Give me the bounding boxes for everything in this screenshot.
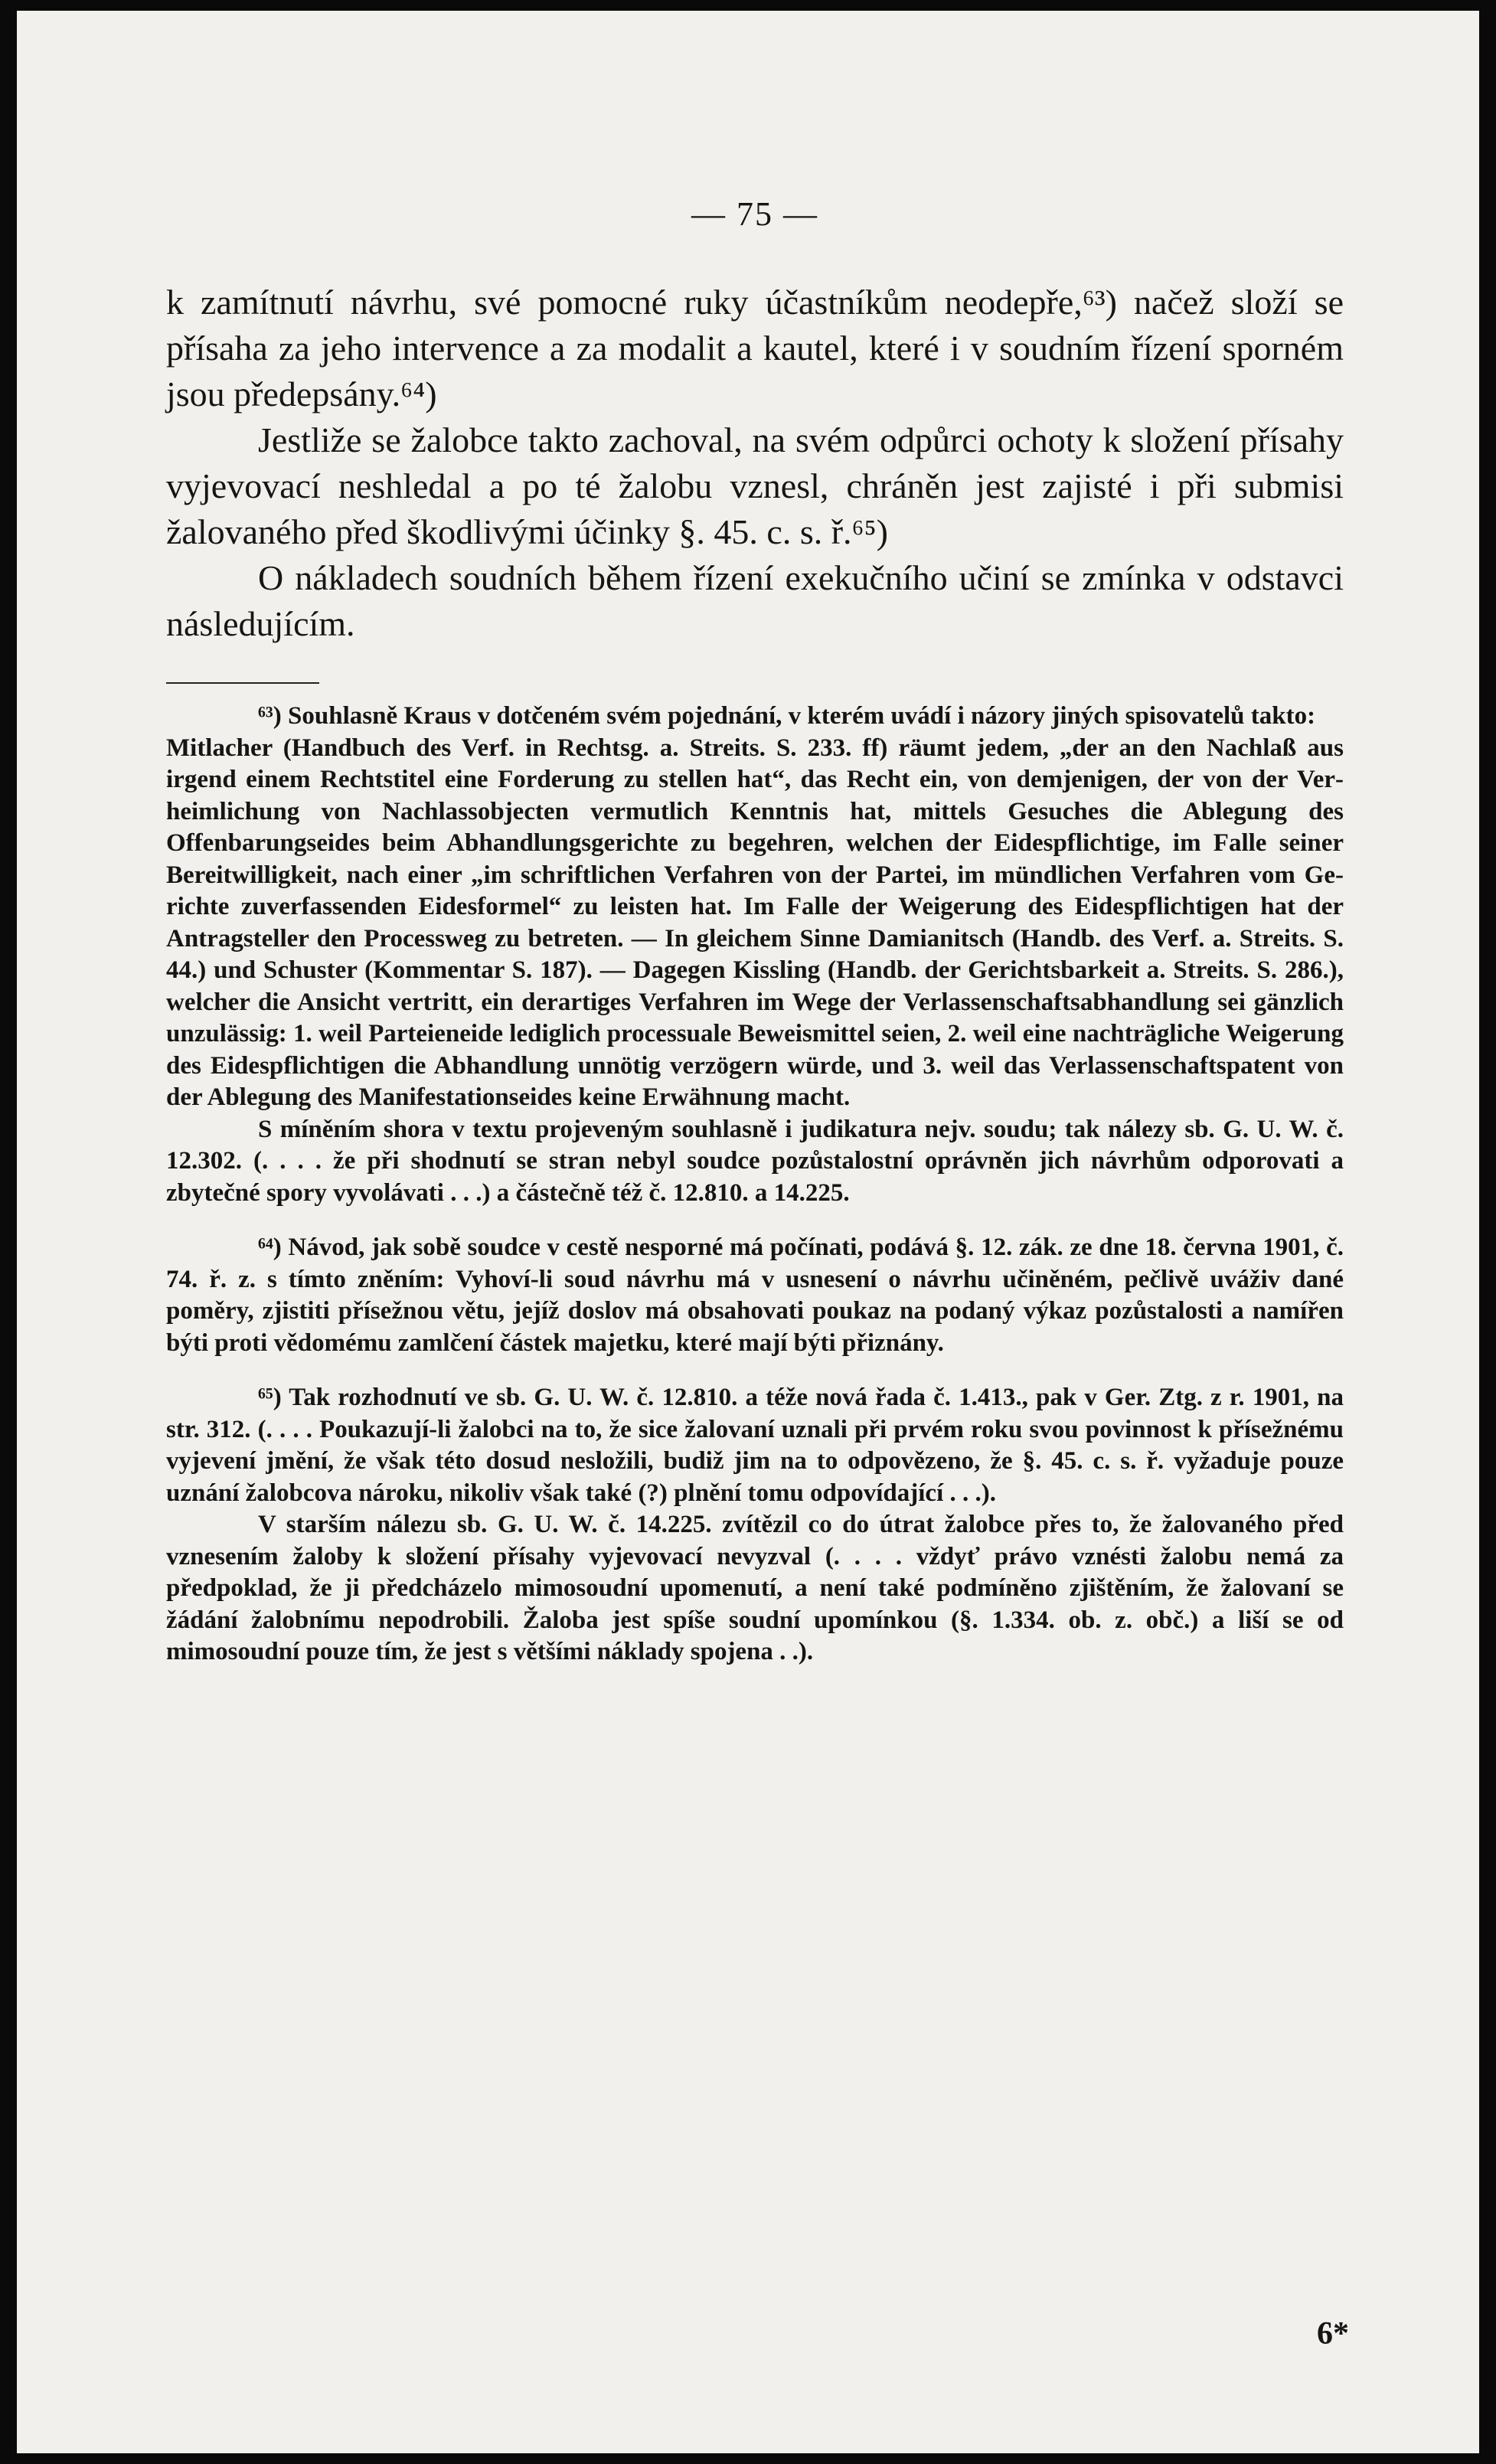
footnote-65-continued: V starším nálezu sb. G. U. W. č. 14.225. zvítězil co do útrat žalobce přes to, že žalovaného před vznesením žaloby k složení přísahy vyjevovací nevyzval (. . . . vždyť právo vznésti žalobu nemá za předpoklad, že ji předcházelo mimosoudní upomenutí, a není také podmíněno zjištěním, že žalovaní se žádání žalobnímu nepodrobili. Žaloba jest spíše soudní upomínkou (§. 1.334. ob. z. obč.) a liší se od mimosoudní pouze tím, že jest s většími náklady spojena . .). bbox=[166, 1511, 1344, 1665]
footnote-63-body: Mitlacher (Handbuch des Verf. in Rechtsg. a. Streits. S. 233. ff) räumt jedem, „der an den Nachlaß aus irgend einem Rechtstitel eine Forderung zu stellen hat“, das Recht ein, von demjenigen, der von der Verheimlichung von Nachlassobjecten vermutlich Kenntnis hat, mittels Gesuches die Ablegung des Offenbarungseides beim Abhandlungsgerichte zu begehren, welchen der Eidespflichtige, im Falle seiner Bereitwilligkeit, nach einer „im schriftlichen Verfahren von der Partei, im mündlichen Verfahren vom Gerichte zuverfassenden Eidesformel“ zu leisten hat. Im Falle der Weigerung des Eidespflichtigen hat der Antragsteller den Processweg zu betreten. — In gleichem Sinne Damianitsch (Handb. des Verf. a. Streits. S. 44.) und Schuster (Kommentar S. 187). — Dagegen Kissling (Handb. der Gerichtsbarkeit a. Streits. S. 286.), welcher die Ansicht vertritt, ein derartiges Verfahren im Wege der Verlassenschaftsabhandlung sei gänzlich unzulässig: 1. weil Parteieneide lediglich processuale Beweismittel seien, 2. weil eine nachträgliche Weigerung des Eidespflichtigen die Abhandlung unnötig verzögern würde, und 3. weil das Verlassenschaftspatent von der Ablegung des Manifestationseides keine Erwähnung macht. bbox=[166, 734, 1344, 1111]
paragraph-3: O nákladech soudních během řízení exekučního učiní se zmínka v odstavci následujícím. bbox=[166, 558, 1344, 643]
footnote-64: ⁶⁴) Návod, jak sobě soudce v cestě nesporné má počínati, podává §. 12. zák. ze dne 18. června 1901, č. 74. ř. z. s tímto zněním: Vyhoví-li soud návrhu má v usnesení o návrhu učiněném, pečlivě uváživ dané poměry, zjistiti přísežnou větu, jejíž doslov má obsahovati poukaz na podaný výkaz pozůstalosti a namířen býti proti vědomému zamlčení částek majetku, které mají býti přiznány. bbox=[166, 1234, 1344, 1357]
footnote-63-judikatura: S míněním shora v textu projeveným souhlasně i judikatura nejv. soudu; tak nálezy sb. G. U. W. č. 12.302. (. . . . že při shodnutí se stran nebyl soudce pozůstalostní oprávněn jich návrhům odporovati a zbytečné spory vyvolávati . . .) a částečně též č. 12.810. a 14.225. bbox=[166, 1115, 1344, 1207]
footnote-65: ⁶⁵) Tak rozhodnutí ve sb. G. U. W. č. 12.810. a téže nová řada č. 1.413., pak v Ger. Ztg. z r. 1901, na str. 312. (. . . . Poukazují-li žalobci na to, že sice žalovaní uznali při prvém roku svou povinnost k přísežnému vyjevení jmění, že však této dosud nesložili, budiž jim na to odpovězeno, že §. 45. c. s. ř. vyžaduje pouze uznání žalobcova nároku, nikoliv však také (?) plnění tomu odpovídající . . .). bbox=[166, 1384, 1344, 1507]
paragraph-2: Jestliže se žalobce takto zachoval, na svém odpůrci ochoty k složení přísahy vyjevovací neshledal a po té žalobu vznesl, chráněn jest zajisté i při submisi žalovaného před škodlivými účinky §. 45. c. s. ř.⁶⁵) bbox=[166, 420, 1344, 551]
footnote-divider bbox=[166, 682, 319, 684]
signature-mark: 6* bbox=[1317, 2316, 1349, 2351]
page-number: — 75 — bbox=[691, 195, 818, 233]
book-page bbox=[17, 11, 1479, 2453]
paragraph-1: k zamítnutí návrhu, své pomocné ruky účastníkům neodepře,⁶³) načež složí se přísaha za jeho intervence a za modalit a kautel, které i v soudním řízení sporném jsou předepsány.⁶⁴) bbox=[166, 283, 1344, 413]
page-content bbox=[166, 194, 1344, 1668]
main-text bbox=[166, 279, 1344, 647]
footnotes bbox=[166, 701, 1344, 1668]
footnote-63-intro: ⁶³) Souhlasně Kraus v dotčeném svém pojednání, v kterém uvádí i názory jiných spisovatelů takto: bbox=[258, 702, 1316, 730]
